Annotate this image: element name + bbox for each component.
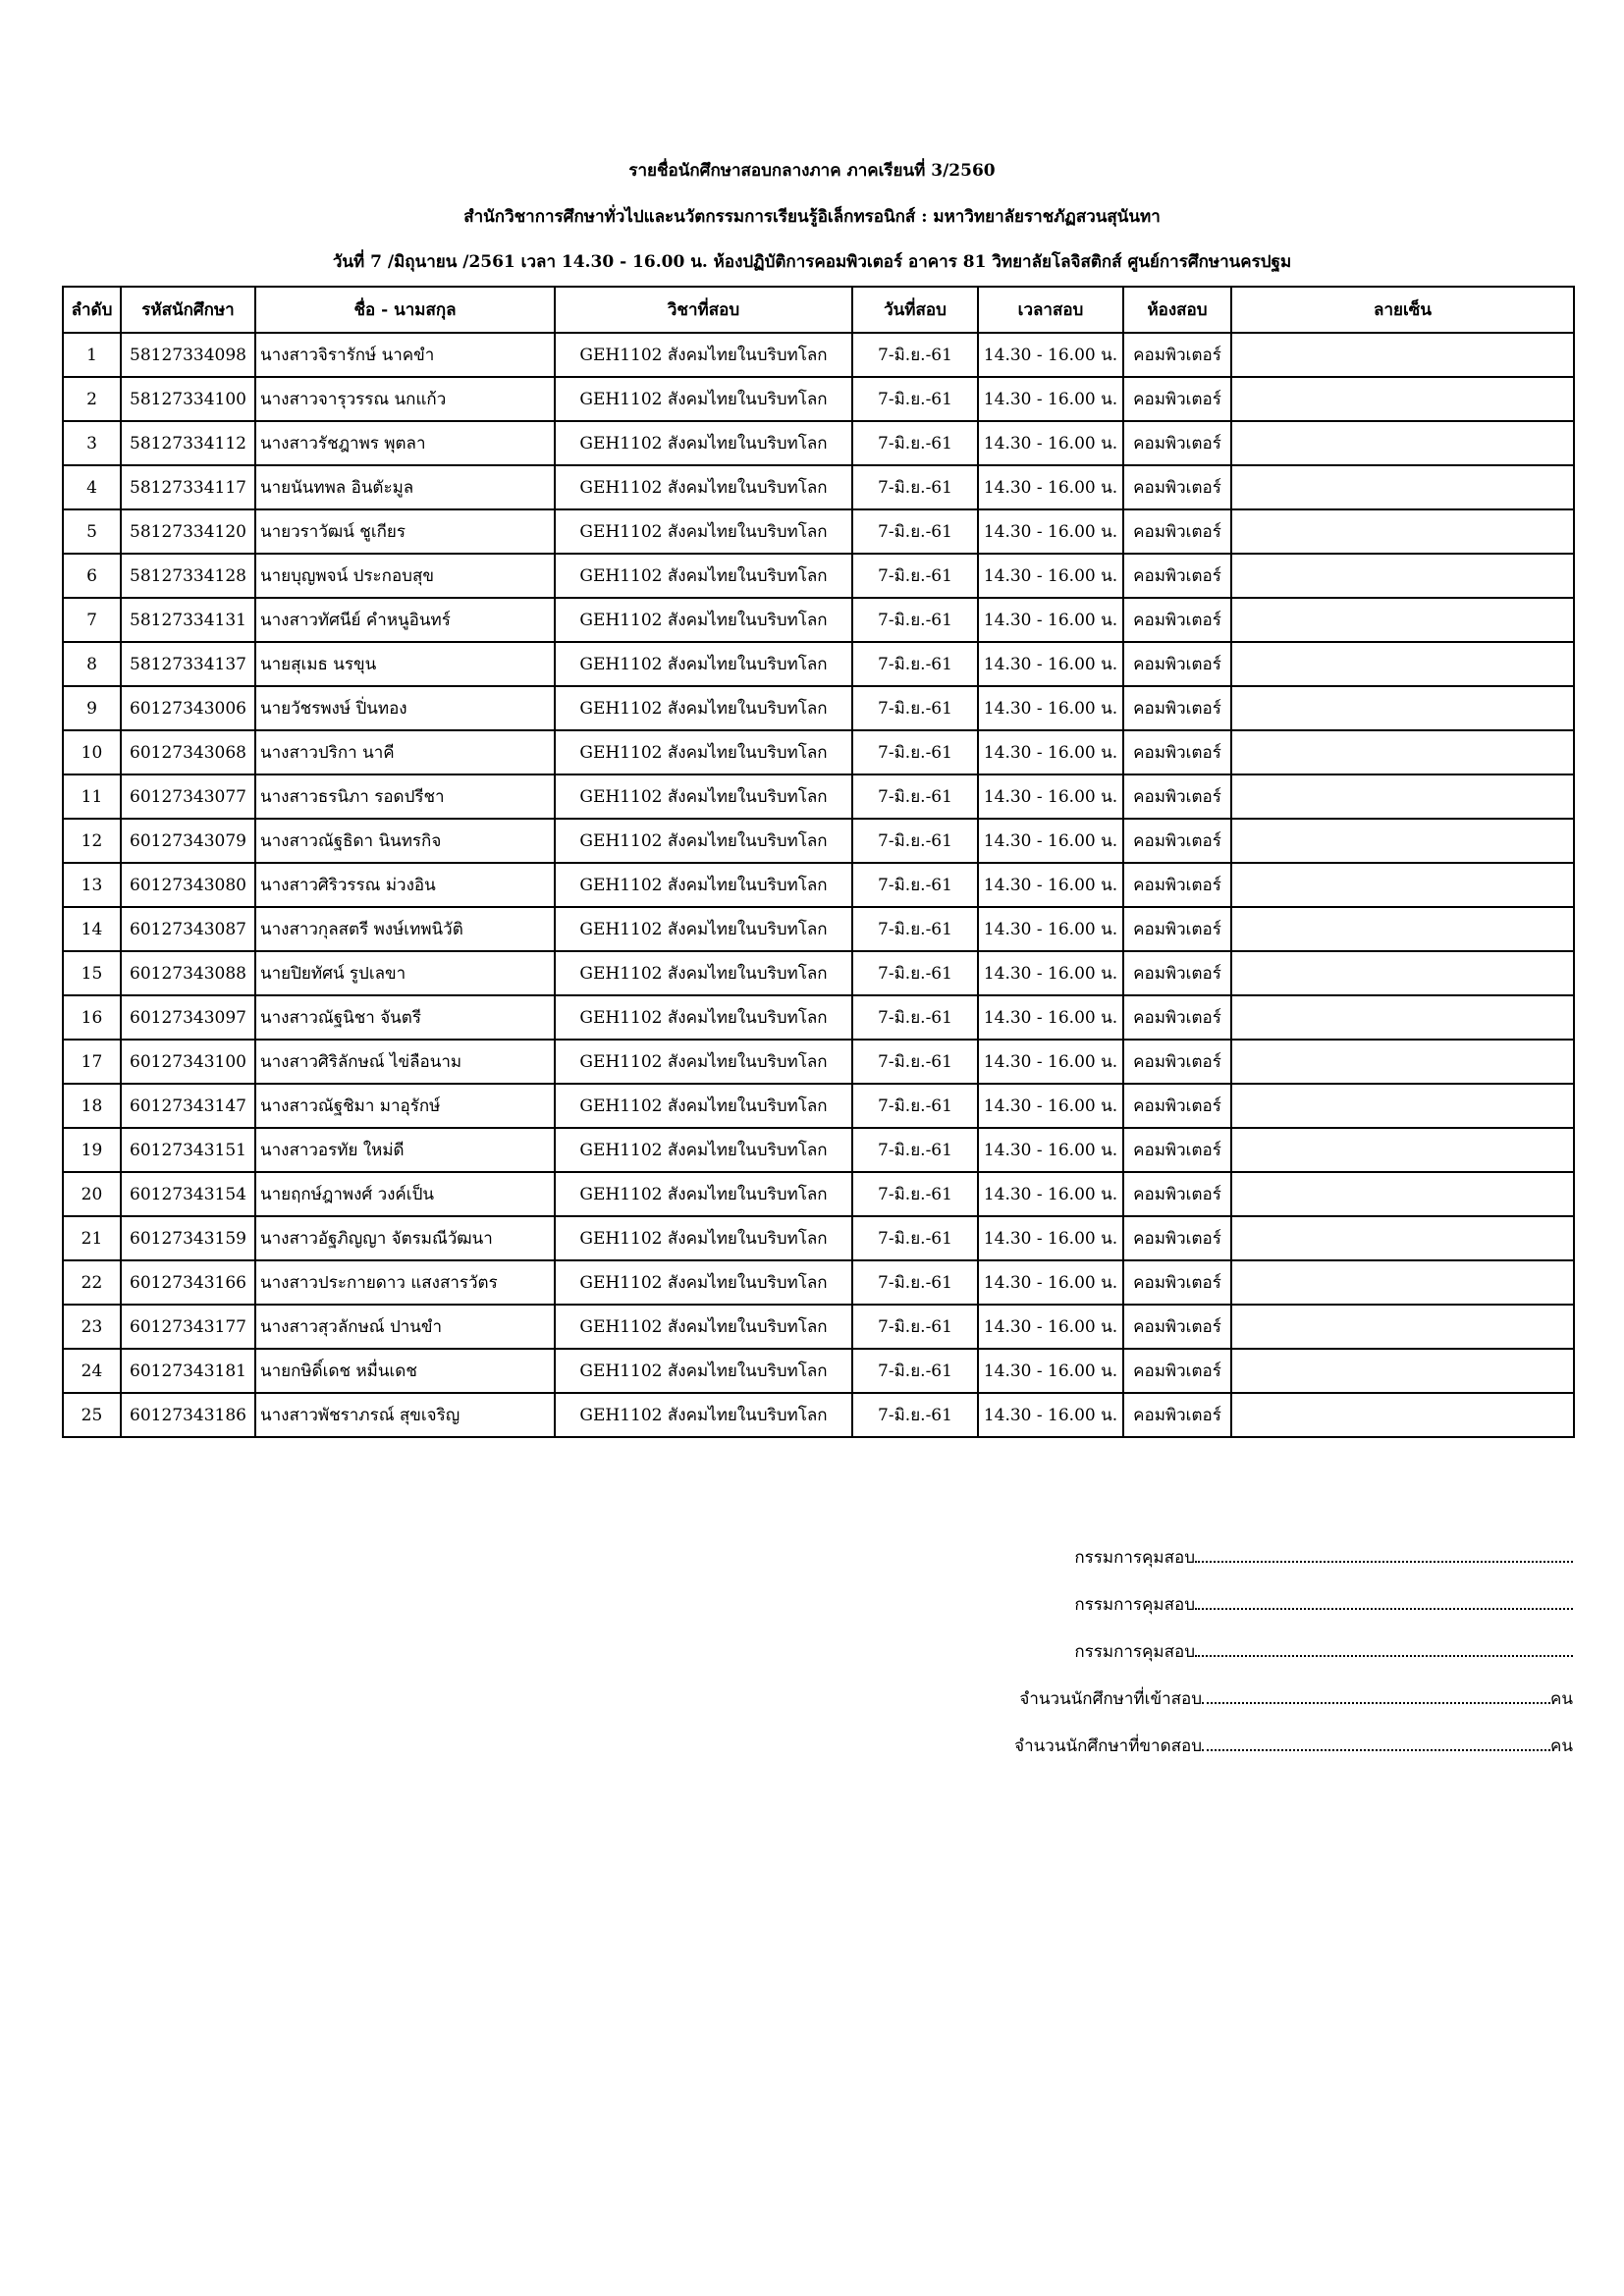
exam-time: 14.30 - 16.00 น. xyxy=(978,1260,1123,1305)
exam-time: 14.30 - 16.00 น. xyxy=(978,1084,1123,1128)
signature-cell xyxy=(1231,333,1574,377)
signature-blank xyxy=(1195,1643,1573,1657)
exam-room: คอมพิวเตอร์ xyxy=(1123,554,1231,598)
student-id: 58127334117 xyxy=(121,465,255,509)
exam-room: คอมพิวเตอร์ xyxy=(1123,907,1231,951)
exam-subject: GEH1102 สังคมไทยในบริบทโลก xyxy=(555,686,852,730)
student-name: นางสาวณัฐธิดา นินทรกิจ xyxy=(255,819,555,863)
exam-date: 7-มิ.ย.-61 xyxy=(852,730,978,774)
exam-room: คอมพิวเตอร์ xyxy=(1123,951,1231,995)
student-id: 60127343100 xyxy=(121,1040,255,1084)
student-name: นางสาวรัชฎาพร พุตลา xyxy=(255,421,555,465)
row-number: 22 xyxy=(63,1260,121,1305)
student-id: 60127343097 xyxy=(121,995,255,1040)
exam-subject: GEH1102 สังคมไทยในบริบทโลก xyxy=(555,1216,852,1260)
student-name: นางสาวทัศนีย์ คำหนูอินทร์ xyxy=(255,598,555,642)
student-name: นายสุเมธ นรขุน xyxy=(255,642,555,686)
exam-room: คอมพิวเตอร์ xyxy=(1123,1305,1231,1349)
exam-date: 7-มิ.ย.-61 xyxy=(852,1349,978,1393)
student-name: นายนันทพล อินตัะมูล xyxy=(255,465,555,509)
unit-label: คน xyxy=(1550,1736,1573,1756)
exam-room: คอมพิวเตอร์ xyxy=(1123,1349,1231,1393)
exam-time: 14.30 - 16.00 น. xyxy=(978,686,1123,730)
exam-room: คอมพิวเตอร์ xyxy=(1123,819,1231,863)
student-id: 60127343079 xyxy=(121,819,255,863)
exam-room: คอมพิวเตอร์ xyxy=(1123,642,1231,686)
exam-room: คอมพิวเตอร์ xyxy=(1123,774,1231,819)
exam-time: 14.30 - 16.00 น. xyxy=(978,554,1123,598)
table-row xyxy=(63,1305,1574,1349)
exam-date: 7-มิ.ย.-61 xyxy=(852,1305,978,1349)
signature-cell xyxy=(1231,554,1574,598)
signature-blank xyxy=(1195,1596,1573,1610)
student-name: นางสาวปริกา นาคี xyxy=(255,730,555,774)
exam-subject: GEH1102 สังคมไทยในบริบทโลก xyxy=(555,1305,852,1349)
exam-time: 14.30 - 16.00 น. xyxy=(978,730,1123,774)
signature-cell xyxy=(1231,907,1574,951)
exam-date: 7-มิ.ย.-61 xyxy=(852,774,978,819)
signature-cell xyxy=(1231,1260,1574,1305)
table-row xyxy=(63,1040,1574,1084)
exam-subject: GEH1102 สังคมไทยในบริบทโลก xyxy=(555,1040,852,1084)
signature-cell xyxy=(1231,863,1574,907)
student-id: 60127343087 xyxy=(121,907,255,951)
student-name: นายบุญพจน์ ประกอบสุข xyxy=(255,554,555,598)
student-name: นายกษิดิ์เดช หมื่นเดช xyxy=(255,1349,555,1393)
exam-time: 14.30 - 16.00 น. xyxy=(978,1305,1123,1349)
exam-date: 7-มิ.ย.-61 xyxy=(852,377,978,421)
col-header-subject: วิชาที่สอบ xyxy=(555,287,852,333)
exam-room: คอมพิวเตอร์ xyxy=(1123,377,1231,421)
signature-cell xyxy=(1231,421,1574,465)
exam-subject: GEH1102 สังคมไทยในบริบทโลก xyxy=(555,1260,852,1305)
student-id: 58127334098 xyxy=(121,333,255,377)
col-header-no: ลำดับ xyxy=(63,287,121,333)
table-body xyxy=(63,333,1574,1437)
student-id: 58127334112 xyxy=(121,421,255,465)
student-name: นางสาวจารุวรรณ นกแก้ว xyxy=(255,377,555,421)
col-header-signature: ลายเซ็น xyxy=(1231,287,1574,333)
exam-time: 14.30 - 16.00 น. xyxy=(978,642,1123,686)
exam-time: 14.30 - 16.00 น. xyxy=(978,421,1123,465)
exam-time: 14.30 - 16.00 น. xyxy=(978,509,1123,554)
exam-date: 7-มิ.ย.-61 xyxy=(852,1260,978,1305)
table-row xyxy=(63,686,1574,730)
proctor-signature-line-3 xyxy=(1074,1638,1573,1665)
exam-room: คอมพิวเตอร์ xyxy=(1123,598,1231,642)
col-header-name: ชื่อ - นามสกุล xyxy=(255,287,555,333)
student-id: 58127334120 xyxy=(121,509,255,554)
exam-time: 14.30 - 16.00 น. xyxy=(978,465,1123,509)
exam-subject: GEH1102 สังคมไทยในบริบทโลก xyxy=(555,730,852,774)
table-row xyxy=(63,377,1574,421)
exam-date: 7-มิ.ย.-61 xyxy=(852,1084,978,1128)
exam-time: 14.30 - 16.00 น. xyxy=(978,1128,1123,1172)
student-name: นายปิยทัศน์ รูปเลขา xyxy=(255,951,555,995)
student-name: นางสาวอัฐภิญญา จัตรมณีวัฒนา xyxy=(255,1216,555,1260)
exam-date: 7-มิ.ย.-61 xyxy=(852,686,978,730)
table-row xyxy=(63,1393,1574,1437)
row-number: 11 xyxy=(63,774,121,819)
exam-time: 14.30 - 16.00 น. xyxy=(978,1393,1123,1437)
exam-subject: GEH1102 สังคมไทยในบริบทโลก xyxy=(555,598,852,642)
student-name: นางสาวกุลสตรี พงษ์เทพนิวัติ xyxy=(255,907,555,951)
exam-room: คอมพิวเตอร์ xyxy=(1123,1172,1231,1216)
signature-cell xyxy=(1231,509,1574,554)
row-number: 2 xyxy=(63,377,121,421)
count-blank xyxy=(1202,1737,1550,1751)
row-number: 8 xyxy=(63,642,121,686)
document-title: รายชื่อนักศึกษาสอบกลางภาค ภาคเรียนที่ 3/2560 xyxy=(628,161,996,181)
row-number: 23 xyxy=(63,1305,121,1349)
student-id: 60127343181 xyxy=(121,1349,255,1393)
exam-subject: GEH1102 สังคมไทยในบริบทโลก xyxy=(555,951,852,995)
student-name: นางสาวพัชราภรณ์ สุขเจริญ xyxy=(255,1393,555,1437)
student-id: 58127334100 xyxy=(121,377,255,421)
signature-cell xyxy=(1231,819,1574,863)
signature-cell xyxy=(1231,1393,1574,1437)
absent-count-line xyxy=(1014,1733,1573,1759)
row-number: 18 xyxy=(63,1084,121,1128)
exam-subject: GEH1102 สังคมไทยในบริบทโลก xyxy=(555,1084,852,1128)
row-number: 24 xyxy=(63,1349,121,1393)
signature-cell xyxy=(1231,1305,1574,1349)
exam-room: คอมพิวเตอร์ xyxy=(1123,509,1231,554)
exam-room: คอมพิวเตอร์ xyxy=(1123,1393,1231,1437)
row-number: 15 xyxy=(63,951,121,995)
student-id: 58127334137 xyxy=(121,642,255,686)
signature-cell xyxy=(1231,1216,1574,1260)
signature-cell xyxy=(1231,642,1574,686)
table-row xyxy=(63,1349,1574,1393)
signature-cell xyxy=(1231,686,1574,730)
signature-cell xyxy=(1231,774,1574,819)
exam-subject: GEH1102 สังคมไทยในบริบทโลก xyxy=(555,465,852,509)
count-blank xyxy=(1202,1690,1550,1704)
exam-time: 14.30 - 16.00 น. xyxy=(978,377,1123,421)
table-row xyxy=(63,333,1574,377)
table-row xyxy=(63,421,1574,465)
exam-date: 7-มิ.ย.-61 xyxy=(852,421,978,465)
row-number: 14 xyxy=(63,907,121,951)
exam-subject: GEH1102 สังคมไทยในบริบทโลก xyxy=(555,333,852,377)
signature-cell xyxy=(1231,377,1574,421)
row-number: 10 xyxy=(63,730,121,774)
exam-room: คอมพิวเตอร์ xyxy=(1123,421,1231,465)
row-number: 9 xyxy=(63,686,121,730)
exam-subject: GEH1102 สังคมไทยในบริบทโลก xyxy=(555,907,852,951)
student-id: 60127343186 xyxy=(121,1393,255,1437)
exam-room: คอมพิวเตอร์ xyxy=(1123,1040,1231,1084)
signature-cell xyxy=(1231,1040,1574,1084)
row-number: 20 xyxy=(63,1172,121,1216)
table-header-row xyxy=(63,287,1574,333)
table-row xyxy=(63,995,1574,1040)
signature-cell xyxy=(1231,951,1574,995)
table-row xyxy=(63,1216,1574,1260)
exam-room: คอมพิวเตอร์ xyxy=(1123,333,1231,377)
student-id: 60127343177 xyxy=(121,1305,255,1349)
student-id: 58127334131 xyxy=(121,598,255,642)
exam-date: 7-มิ.ย.-61 xyxy=(852,1216,978,1260)
row-number: 17 xyxy=(63,1040,121,1084)
attended-count-line xyxy=(1019,1685,1573,1712)
exam-room: คอมพิวเตอร์ xyxy=(1123,465,1231,509)
table-row xyxy=(63,1260,1574,1305)
table-row xyxy=(63,730,1574,774)
document-subtitle: สำนักวิชาการศึกษาทั่วไปและนวัตกรรมการเรียนรู้อิเล็กทรอนิกส์ : มหาวิทยาลัยราชภัฏสวนสุนันทา xyxy=(463,207,1161,227)
student-id: 60127343151 xyxy=(121,1128,255,1172)
signature-cell xyxy=(1231,730,1574,774)
signature-cell xyxy=(1231,1084,1574,1128)
row-number: 13 xyxy=(63,863,121,907)
exam-time: 14.30 - 16.00 น. xyxy=(978,1349,1123,1393)
table-row xyxy=(63,642,1574,686)
exam-date: 7-มิ.ย.-61 xyxy=(852,642,978,686)
table-row xyxy=(63,598,1574,642)
col-header-time: เวลาสอบ xyxy=(978,287,1123,333)
proctor-label: กรรมการคุมสอบ xyxy=(1074,1595,1195,1615)
table-row xyxy=(63,863,1574,907)
exam-date: 7-มิ.ย.-61 xyxy=(852,1128,978,1172)
exam-time: 14.30 - 16.00 น. xyxy=(978,995,1123,1040)
student-roster-table xyxy=(62,286,1575,1438)
table-row xyxy=(63,1084,1574,1128)
table-row xyxy=(63,465,1574,509)
row-number: 21 xyxy=(63,1216,121,1260)
exam-room: คอมพิวเตอร์ xyxy=(1123,1216,1231,1260)
row-number: 5 xyxy=(63,509,121,554)
exam-date: 7-มิ.ย.-61 xyxy=(852,598,978,642)
exam-date: 7-มิ.ย.-61 xyxy=(852,951,978,995)
student-name: นางสาวณัฐชิมา มาอุรักษ์ xyxy=(255,1084,555,1128)
row-number: 4 xyxy=(63,465,121,509)
exam-subject: GEH1102 สังคมไทยในบริบทโลก xyxy=(555,819,852,863)
signature-cell xyxy=(1231,1128,1574,1172)
exam-date: 7-มิ.ย.-61 xyxy=(852,1040,978,1084)
exam-time: 14.30 - 16.00 น. xyxy=(978,819,1123,863)
exam-room: คอมพิวเตอร์ xyxy=(1123,995,1231,1040)
table-row xyxy=(63,951,1574,995)
exam-subject: GEH1102 สังคมไทยในบริบทโลก xyxy=(555,509,852,554)
signature-cell xyxy=(1231,1349,1574,1393)
student-name: นางสาวณัฐนิชา จันตรี xyxy=(255,995,555,1040)
exam-date: 7-มิ.ย.-61 xyxy=(852,1393,978,1437)
exam-room: คอมพิวเตอร์ xyxy=(1123,686,1231,730)
signature-cell xyxy=(1231,995,1574,1040)
exam-time: 14.30 - 16.00 น. xyxy=(978,951,1123,995)
student-name: นางสาวศิริลักษณ์ ไข่ลือนาม xyxy=(255,1040,555,1084)
attended-label: จำนวนนักศึกษาที่เข้าสอบ xyxy=(1019,1689,1202,1709)
exam-subject: GEH1102 สังคมไทยในบริบทโลก xyxy=(555,1349,852,1393)
table-row xyxy=(63,907,1574,951)
exam-time: 14.30 - 16.00 น. xyxy=(978,598,1123,642)
signature-cell xyxy=(1231,1172,1574,1216)
exam-date: 7-มิ.ย.-61 xyxy=(852,863,978,907)
proctor-label: กรรมการคุมสอบ xyxy=(1074,1548,1195,1568)
exam-time: 14.30 - 16.00 น. xyxy=(978,774,1123,819)
student-name: นางสาวสุวลักษณ์ ปานขำ xyxy=(255,1305,555,1349)
col-header-date: วันที่สอบ xyxy=(852,287,978,333)
proctor-signature-line-2 xyxy=(1074,1591,1573,1618)
row-number: 1 xyxy=(63,333,121,377)
exam-time: 14.30 - 16.00 น. xyxy=(978,1216,1123,1260)
exam-room: คอมพิวเตอร์ xyxy=(1123,1084,1231,1128)
student-name: นางสาวธรนิภา รอดปรีชา xyxy=(255,774,555,819)
student-id: 60127343077 xyxy=(121,774,255,819)
table-row xyxy=(63,1172,1574,1216)
exam-subject: GEH1102 สังคมไทยในบริบทโลก xyxy=(555,1128,852,1172)
signature-blank xyxy=(1195,1549,1573,1563)
row-number: 3 xyxy=(63,421,121,465)
exam-date: 7-มิ.ย.-61 xyxy=(852,995,978,1040)
student-id: 58127334128 xyxy=(121,554,255,598)
row-number: 19 xyxy=(63,1128,121,1172)
exam-room: คอมพิวเตอร์ xyxy=(1123,1128,1231,1172)
student-id: 60127343166 xyxy=(121,1260,255,1305)
student-id: 60127343006 xyxy=(121,686,255,730)
row-number: 25 xyxy=(63,1393,121,1437)
student-name: นางสาวอรทัย ใหม่ดี xyxy=(255,1128,555,1172)
row-number: 12 xyxy=(63,819,121,863)
row-number: 7 xyxy=(63,598,121,642)
exam-date: 7-มิ.ย.-61 xyxy=(852,554,978,598)
table-row xyxy=(63,774,1574,819)
exam-subject: GEH1102 สังคมไทยในบริบทโลก xyxy=(555,642,852,686)
signature-cell xyxy=(1231,465,1574,509)
exam-time: 14.30 - 16.00 น. xyxy=(978,333,1123,377)
student-name: นายวราวัฒน์ ชูเกียร xyxy=(255,509,555,554)
student-name: นายฤกษ์ฎาพงศ์ วงค์เป็น xyxy=(255,1172,555,1216)
exam-subject: GEH1102 สังคมไทยในบริบทโลก xyxy=(555,995,852,1040)
exam-subject: GEH1102 สังคมไทยในบริบทโลก xyxy=(555,554,852,598)
exam-details: วันที่ 7 /มิถุนายน /2561 เวลา 14.30 - 16.00 น. ห้องปฏิบัติการคอมพิวเตอร์ อาคาร 81 วิทยาลัยโลจิสติกส์ ศูนย์การศึกษานครปฐม xyxy=(332,252,1292,272)
exam-room: คอมพิวเตอร์ xyxy=(1123,730,1231,774)
student-id: 60127343080 xyxy=(121,863,255,907)
student-id: 60127343147 xyxy=(121,1084,255,1128)
signature-cell xyxy=(1231,598,1574,642)
exam-room: คอมพิวเตอร์ xyxy=(1123,1260,1231,1305)
exam-date: 7-มิ.ย.-61 xyxy=(852,465,978,509)
exam-subject: GEH1102 สังคมไทยในบริบทโลก xyxy=(555,1172,852,1216)
table-row xyxy=(63,819,1574,863)
table-row xyxy=(63,554,1574,598)
student-id: 60127343088 xyxy=(121,951,255,995)
unit-label: คน xyxy=(1550,1689,1573,1709)
student-name: นางสาวศิริวรรณ ม่วงอิน xyxy=(255,863,555,907)
exam-subject: GEH1102 สังคมไทยในบริบทโลก xyxy=(555,421,852,465)
row-number: 6 xyxy=(63,554,121,598)
table-row xyxy=(63,1128,1574,1172)
exam-room: คอมพิวเตอร์ xyxy=(1123,863,1231,907)
table-row xyxy=(63,509,1574,554)
student-name: นางสาวจิรารักษ์ นาคขำ xyxy=(255,333,555,377)
exam-subject: GEH1102 สังคมไทยในบริบทโลก xyxy=(555,377,852,421)
exam-date: 7-มิ.ย.-61 xyxy=(852,819,978,863)
exam-date: 7-มิ.ย.-61 xyxy=(852,333,978,377)
exam-time: 14.30 - 16.00 น. xyxy=(978,1172,1123,1216)
student-name: นายวัชรพงษ์ ปิ่นทอง xyxy=(255,686,555,730)
exam-subject: GEH1102 สังคมไทยในบริบทโลก xyxy=(555,863,852,907)
exam-time: 14.30 - 16.00 น. xyxy=(978,907,1123,951)
exam-date: 7-มิ.ย.-61 xyxy=(852,509,978,554)
exam-time: 14.30 - 16.00 น. xyxy=(978,863,1123,907)
col-header-student-id: รหัสนักศึกษา xyxy=(121,287,255,333)
student-id: 60127343159 xyxy=(121,1216,255,1260)
proctor-label: กรรมการคุมสอบ xyxy=(1074,1642,1195,1662)
exam-date: 7-มิ.ย.-61 xyxy=(852,907,978,951)
exam-subject: GEH1102 สังคมไทยในบริบทโลก xyxy=(555,1393,852,1437)
exam-time: 14.30 - 16.00 น. xyxy=(978,1040,1123,1084)
student-name: นางสาวประกายดาว แสงสารวัตร xyxy=(255,1260,555,1305)
col-header-room: ห้องสอบ xyxy=(1123,287,1231,333)
student-id: 60127343068 xyxy=(121,730,255,774)
absent-label: จำนวนนักศึกษาที่ขาดสอบ xyxy=(1014,1736,1202,1756)
exam-subject: GEH1102 สังคมไทยในบริบทโลก xyxy=(555,774,852,819)
student-id: 60127343154 xyxy=(121,1172,255,1216)
proctor-signature-line-1 xyxy=(1074,1544,1573,1571)
exam-date: 7-มิ.ย.-61 xyxy=(852,1172,978,1216)
row-number: 16 xyxy=(63,995,121,1040)
